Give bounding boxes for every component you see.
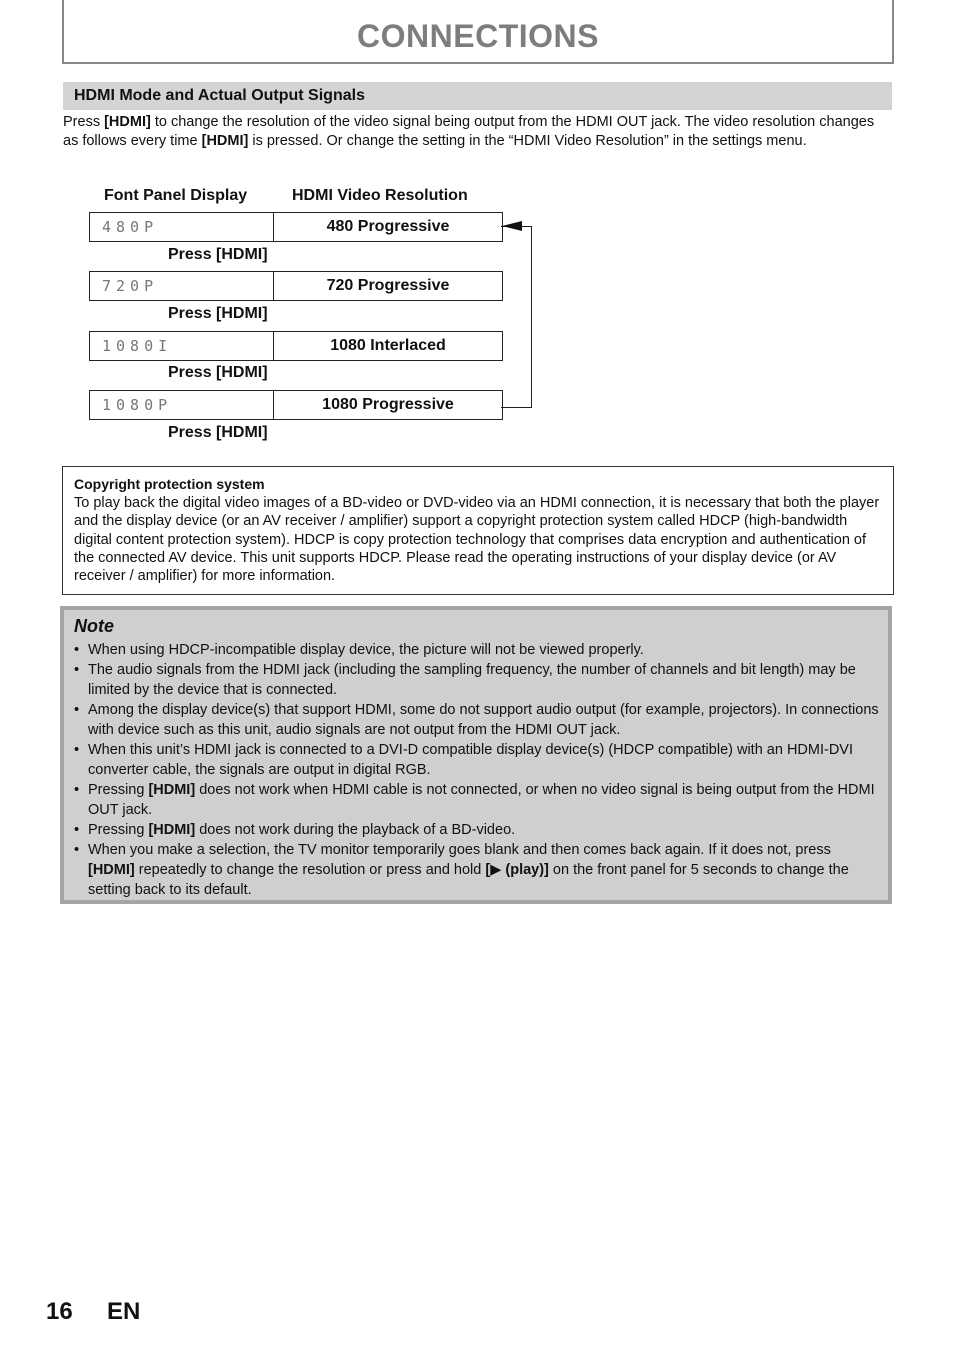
note-box: [60, 606, 892, 904]
resolution-1080-interlaced: 1080 Interlaced: [273, 331, 503, 361]
note-item: • Pressing [HDMI] does not work during the playback of a BD-video.: [74, 820, 880, 840]
display-segment-text: 1080P: [102, 396, 173, 414]
copyright-title: Copyright protection system: [74, 476, 265, 492]
cycle-loop-line: [501, 226, 532, 408]
display-segment-text: 1080I: [102, 337, 173, 355]
press-hdmi-label: Press [HDMI]: [168, 305, 268, 322]
display-segment-text: 720P: [102, 277, 159, 295]
cycle-arrow-icon: [502, 221, 522, 231]
note-list: [74, 640, 880, 900]
intro-paragraph: Press [HDMI] to change the resolution of the video signal being output from the HDMI OUT jack. The video resolution changes as follows every time [HDMI] is pressed. Or change the setting in the “HDMI Video Resolution” in the settings menu.: [63, 114, 875, 149]
resolution-720-progressive: 720 Progressive: [273, 271, 503, 301]
page-language: EN: [107, 1298, 141, 1325]
display-segment-text: 480P: [102, 218, 159, 236]
page-number: 16: [46, 1298, 73, 1325]
front-panel-display-720p: [89, 271, 274, 301]
section-title: HDMI Mode and Actual Output Signals: [74, 87, 365, 104]
column-header-display: Font Panel Display: [104, 187, 248, 204]
note-item: • When you make a selection, the TV monitor temporarily goes blank and then comes back again. If it does not, press [HDMI] repeatedly to change the resolution or press and hold [▶ (play)] on the front panel for 5 seconds to change the setting back to its default.: [74, 840, 880, 900]
note-item: • When this unit’s HDMI jack is connected to a DVI-D compatible display device(s) (HDCP compatible) with an HDMI-DVI converter cable, the signals are output in digital RGB.: [74, 740, 880, 780]
column-header-resolution: HDMI Video Resolution: [292, 187, 468, 204]
page-title: CONNECTIONS: [357, 18, 599, 54]
note-title: Note: [74, 616, 114, 636]
note-item: • The audio signals from the HDMI jack (including the sampling frequency, the number of channels and bit length) may be limited by the device that is connected.: [74, 660, 880, 700]
section-heading-bar: [63, 82, 892, 110]
front-panel-display-1080i: [89, 331, 274, 361]
note-item: • Pressing [HDMI] does not work when HDMI cable is not connected, or when no video signal is being output from the HDMI OUT jack.: [74, 780, 880, 820]
press-hdmi-label: Press [HDMI]: [168, 424, 268, 441]
resolution-480-progressive: 480 Progressive: [273, 212, 503, 242]
note-item: • Among the display device(s) that support HDMI, some do not support audio output (for example, projectors). In connections with device such as this unit, audio signals are not output from the HDMI OUT jack.: [74, 700, 880, 740]
front-panel-display-480p: [89, 212, 274, 242]
note-item: • When using HDCP-incompatible display device, the picture will not be viewed properly.: [74, 640, 880, 660]
resolution-1080-progressive: 1080 Progressive: [273, 390, 503, 420]
page-header: [62, 0, 894, 64]
copyright-body: To play back the digital video images of a BD-video or DVD-video via an HDMI connection, it is necessary that both the player and the display device (or an AV receiver / amplifier) support a copyright protection system called HDCP (high-bandwidth digital content protection system). HDCP is copy protection technology that comprises data encryption and authentication of the connected AV device. This unit supports HDCP. Please read the operating instructions of your display device (or AV receiver / amplifier) for more information.: [74, 495, 880, 585]
press-hdmi-label: Press [HDMI]: [168, 364, 268, 381]
front-panel-display-1080p: [89, 390, 274, 420]
copyright-protection-box: [62, 466, 894, 595]
press-hdmi-label: Press [HDMI]: [168, 246, 268, 263]
